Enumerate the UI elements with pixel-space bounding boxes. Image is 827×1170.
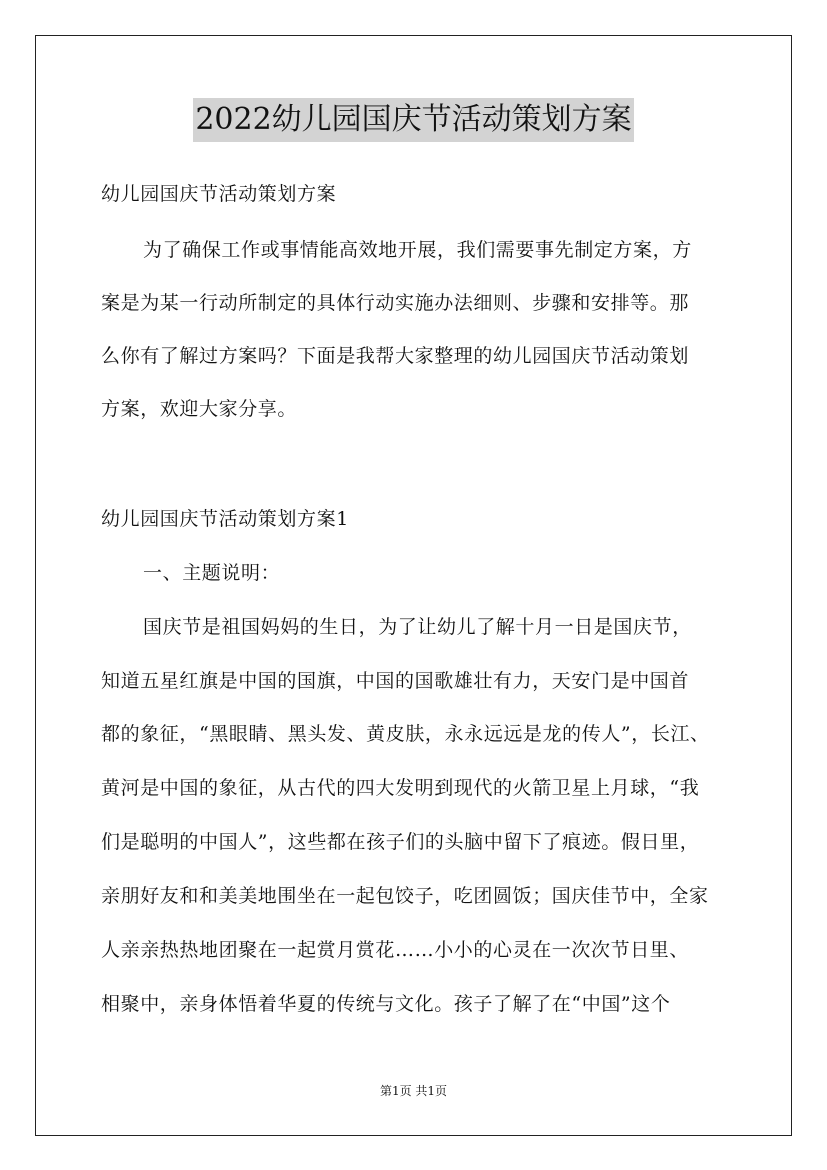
- page-footer: 第1页 共1页: [379, 1084, 448, 1098]
- title-container: [0, 98, 827, 142]
- body-line: 知道五星红旗是中国的国旗，中国的国歌雄壮有力，天安门是中国首: [101, 670, 690, 692]
- body-line: 人亲亲热热地团聚在一起赏月赏花……小小的心灵在一次次节日里、: [101, 939, 690, 961]
- intro-line: 方案，欢迎大家分享。: [101, 398, 298, 420]
- subtitle: 幼儿园国庆节活动策划方案: [101, 183, 337, 205]
- intro-line: 么你有了解过方案吗？下面是我帮大家整理的幼儿园国庆节活动策划: [101, 345, 690, 367]
- document-title: 2022幼儿园国庆节活动策划方案: [193, 98, 633, 142]
- body-line: 们是聪明的中国人”，这些都在孩子们的头脑中留下了痕迹。假日里，: [101, 831, 700, 853]
- body-line: 相聚中，亲身体悟着华夏的传统与文化。孩子了解了在“中国”这个: [101, 993, 671, 1015]
- sub-heading: 一、主题说明：: [143, 562, 281, 584]
- intro-line: 为了确保工作或事情能高效地开展，我们需要事先制定方案，方: [143, 239, 692, 261]
- intro-line: 案是为某一行动所制定的具体行动实施办法细则、步骤和安排等。那: [101, 292, 690, 314]
- body-line: 国庆节是祖国妈妈的生日，为了让幼儿了解十月一日是国庆节，: [143, 616, 692, 638]
- body-line: 黄河是中国的象征，从古代的四大发明到现代的火箭卫星上月球，“我: [101, 777, 700, 799]
- body-line: 亲朋好友和和美美地围坐在一起包饺子，吃团圆饭；国庆佳节中，全家: [101, 885, 709, 907]
- body-line: 都的象征，“黑眼睛、黑头发、黄皮肤，永永远远是龙的传人”，长江、: [101, 723, 710, 745]
- section-heading: 幼儿园国庆节活动策划方案1: [101, 508, 349, 530]
